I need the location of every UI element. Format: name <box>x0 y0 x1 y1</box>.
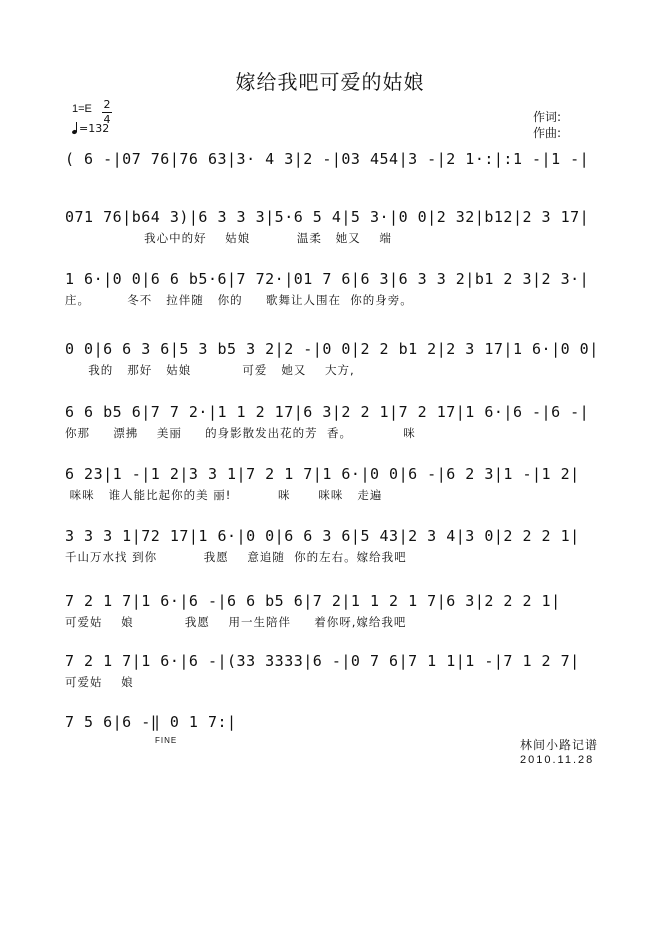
lyrics-line: 咪咪 谁人能比起你的美 丽! 咪 咪咪 走遍 <box>65 488 383 502</box>
transcriber-credit: 林间小路记谱 <box>520 738 599 752</box>
notation-line: 6 6 b5 6|7 7 2·|1 1 2 17|6 3|2 2 1|7 2 17|1 6·|6 -|6 -| <box>65 403 590 421</box>
lyrics-line: 千山万水找 到你 我愿 意追随 你的左右。嫁给我吧 <box>65 550 407 564</box>
page-title: 嫁给我吧可爱的姑娘 <box>235 70 425 94</box>
tempo-marking <box>72 122 109 135</box>
notation-line: 1 6·|0 0|6 6 b5·6|7 72·|01 7 6|6 3|6 3 3 2|b1 2 3|2 3·| <box>65 270 590 288</box>
notation-line: 0 0|6 6 3 6|5 3 b5 3 2|2 -|0 0|2 2 b1 2|2 3 17|1 6·|0 0| <box>65 340 599 358</box>
notation-line: 071 76|b64 3)|6 3 3 3|5·6 5 4|5 3·|0 0|2 32|b12|2 3 17| <box>65 208 590 226</box>
key-signature: 1=E <box>72 103 92 115</box>
lyrics-line: 庄。 冬不 拉伴随 你的 歌舞让人围在 你的身旁。 <box>65 293 413 307</box>
lyrics-line: 我的 那好 姑娘 可爱 她又 大方, <box>65 363 355 377</box>
notation-line: ( 6 -|07 76|76 63|3· 4 3|2 -|03 454|3 -|2 1·:|:1 -|1 -| <box>65 150 590 168</box>
tempo-value: =132 <box>79 122 110 135</box>
lyrics-line: 可爱姑 娘 我愿 用一生陪伴 着你呀,嫁给我吧 <box>65 615 407 629</box>
composer-label: 作曲: <box>533 126 562 140</box>
notation-line: 7 2 1 7|1 6·|6 -|(33 3333|6 -|0 7 6|7 1 1|1 -|7 1 2 7| <box>65 652 580 670</box>
lyrics-line: 你那 漂拂 美丽 的身影散发出花的芳 香。 咪 <box>65 426 416 440</box>
music-system-9 <box>65 652 625 718</box>
time-signature-top: 2 <box>103 98 111 111</box>
lyrics-line: 可爱姑 娘 <box>65 675 134 689</box>
lyrics-line: 我心中的好 姑娘 温柔 她又 端 <box>65 231 392 245</box>
transcription-date: 2010.11.28 <box>520 754 595 766</box>
music-system-3 <box>65 270 625 336</box>
lyricist-label: 作词: <box>533 110 562 124</box>
notation-line: 7 2 1 7|1 6·|6 -|6 6 b5 6|7 2|1 1 2 1 7|6 3|2 2 2 1| <box>65 592 561 610</box>
quarter-note-icon <box>71 129 77 134</box>
music-system-5 <box>65 403 625 469</box>
notation-line: 6 23|1 -|1 2|3 3 1|7 2 1 7|1 6·|0 0|6 -|6 2 3|1 -|1 2| <box>65 465 580 483</box>
music-system-8 <box>65 592 625 658</box>
notation-line: 7 5 6|6 -‖ 0 1 7:| <box>65 713 237 731</box>
music-system-2 <box>65 208 625 274</box>
music-system-1 <box>65 150 625 216</box>
notation-line: 3 3 3 1|72 17|1 6·|0 0|6 6 3 6|5 43|2 3 4|3 0|2 2 2 1| <box>65 527 580 545</box>
time-signature-bottom: 4 <box>103 113 111 126</box>
music-system-7 <box>65 527 625 593</box>
music-system-4 <box>65 340 625 406</box>
music-system-6 <box>65 465 625 531</box>
fine-marking: FINE <box>155 736 178 745</box>
